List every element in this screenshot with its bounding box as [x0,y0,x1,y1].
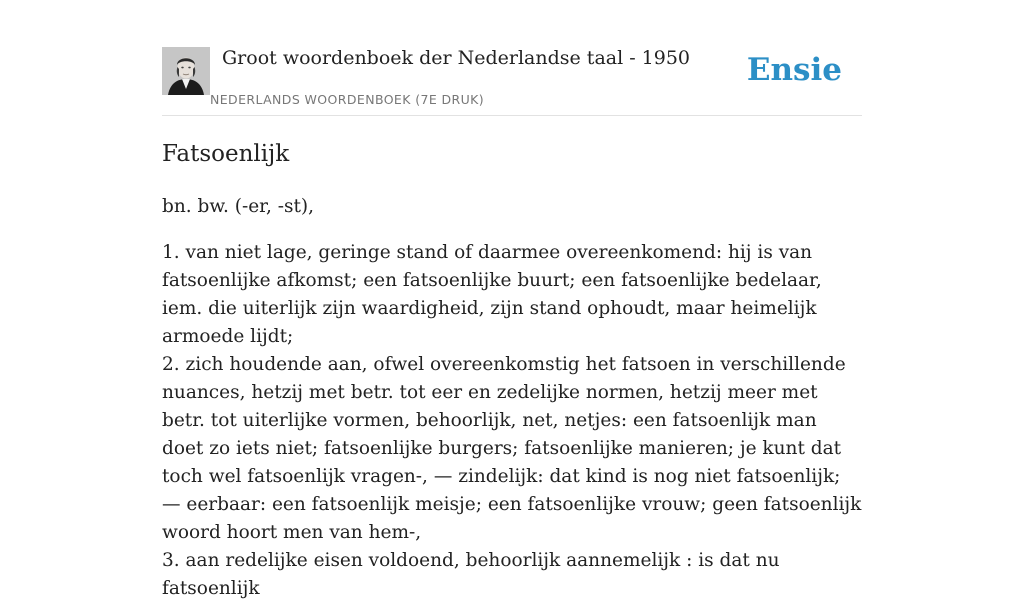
definition-1: 1. van niet lage, geringe stand of daarmee overeenkomend: hij is van fatsoenlijke afkomst; een fatsoenlijke buurt; een fatsoenlijke bedelaar, iem. die uiterlijk zijn waardigheid, zijn stand ophoudt, maar heimelijk armoede lijdt; [162,242,822,347]
entry-title: Fatsoenlijk [162,141,290,167]
page-container [162,0,862,599]
grammar-info: bn. bw. (-er, -st), [162,196,315,217]
source-subtitle[interactable]: NEDERLANDS WOORDENBOEK (7E DRUK) [210,92,485,107]
definition-2: 2. zich houdende aan, ofwel overeenkomstig het fatsoen in verschillende nuances, hetzij met betr. tot eer en zedelijke normen, hetzij meer met betr. tot uiterlijke vormen, behoorlijk, net, netjes: een fatsoenlijk man doet zo iets niet; fatsoenlijke burgers; fatsoenlijke manieren; je kunt dat toch wel fatsoenlijk vragen-, — zindelijk: dat kind is nog niet fatsoenlijk; — eerbaar: een fatsoenlijk meisje; een fatsoenlijke vrouw; geen fatsoenlijk woord hoort men van hem-, [162,354,862,543]
header [162,0,862,116]
definition-3: 3. aan redelijke eisen voldoend, behoorlijk aannemelijk : is dat nu fatsoenlijk [162,550,780,599]
portrait-photo-icon[interactable] [162,47,210,95]
definition-list [162,239,862,603]
source-title[interactable]: Groot woordenboek der Nederlandse taal - 1950 [222,47,691,69]
brand-logo[interactable]: Ensie [746,52,842,88]
